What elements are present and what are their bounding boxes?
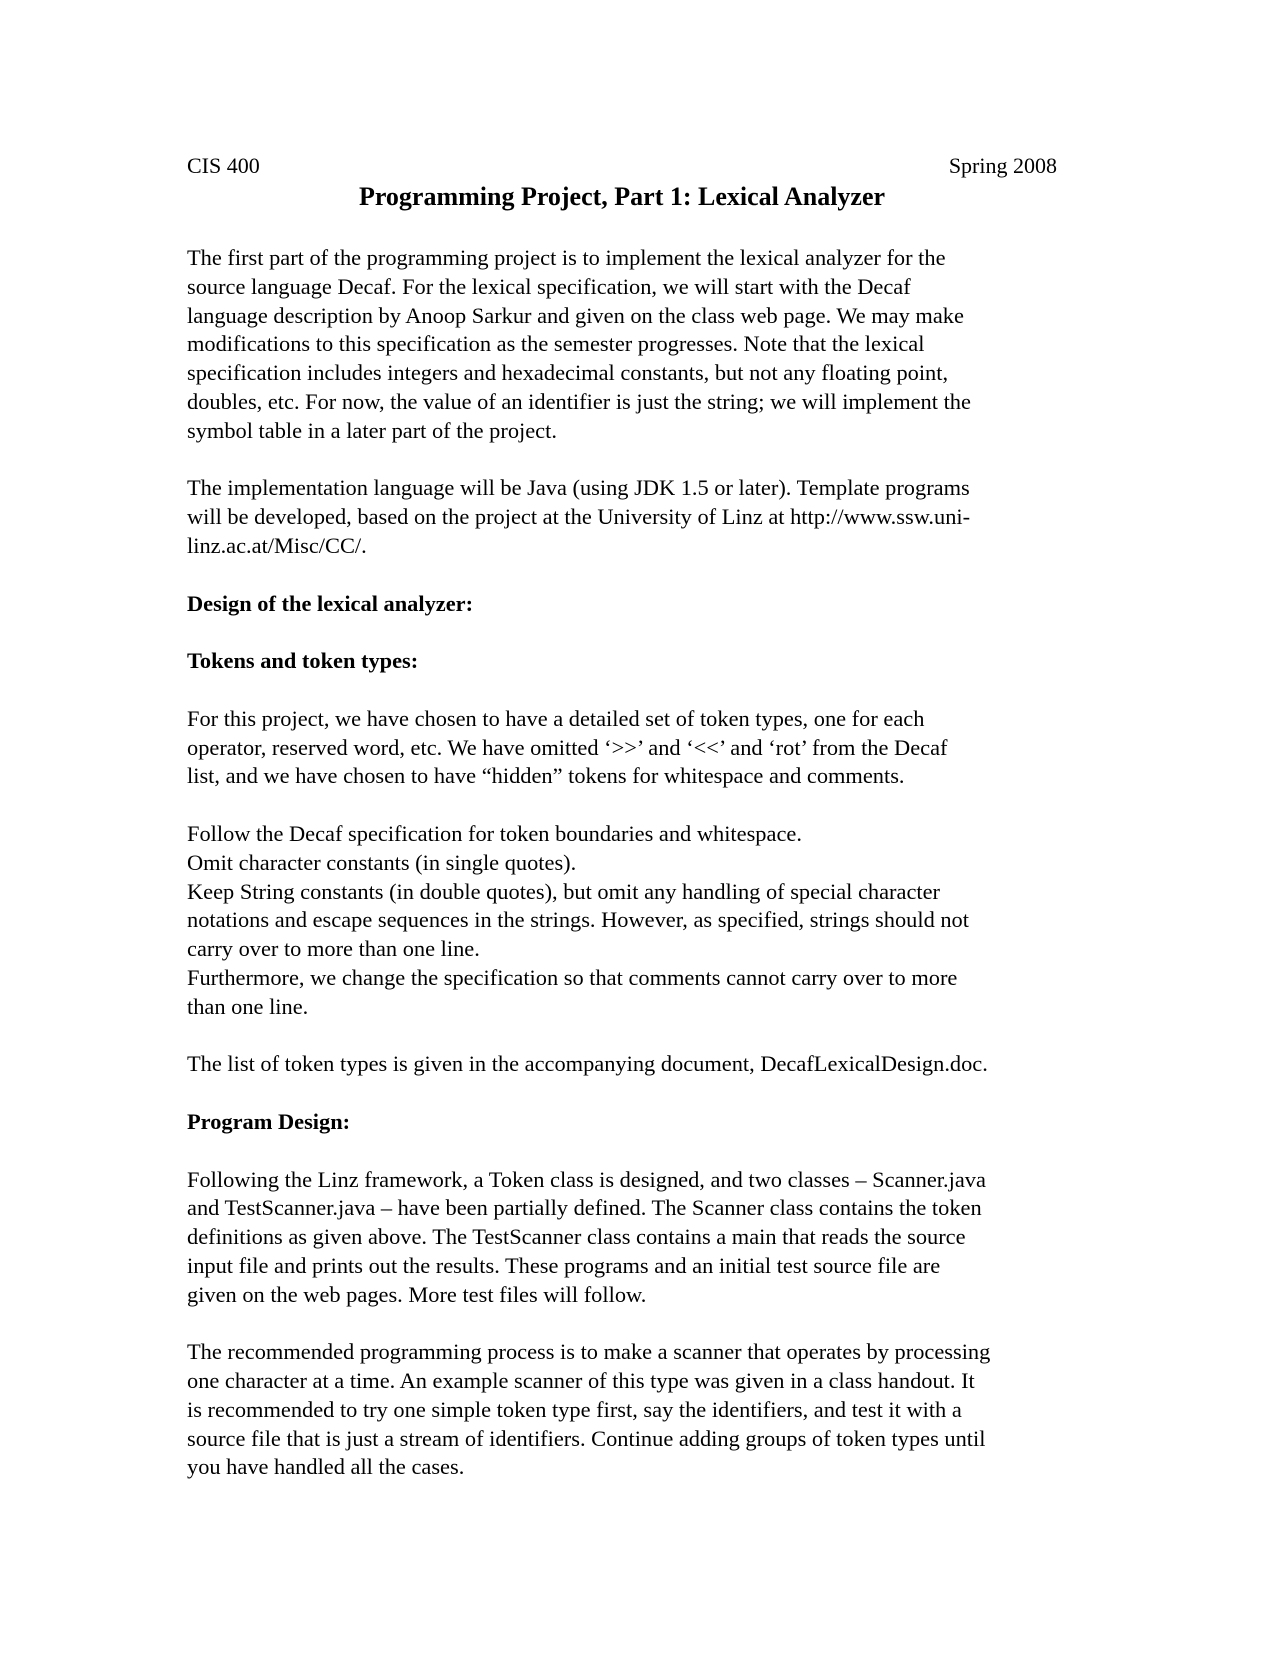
program-design-heading: Program Design: (187, 1108, 351, 1134)
implementation-paragraph: The implementation language will be Java (using JDK 1.5 or later). Template programs will be developed, based on the project at the University of Linz at http://www.ssw.uni- linz.ac.at/Misc/CC/. (187, 475, 971, 558)
tokens-heading: Tokens and token types: (187, 648, 419, 674)
specification-paragraph: Follow the Decaf specification for token boundaries and whitespace. Omit character constants (in single quotes). Keep String constants (in double quotes), but omit any handling of special character notations and escape sequences in the strings. However, as specified, strings should not carry over to more than one line. Furthermore, we change the specification so that comments cannot carry over to more than one line. (187, 820, 969, 1019)
token-list-paragraph: The list of token types is given in the accompanying document, DecafLexicalDesign.doc. (187, 1051, 988, 1077)
token-types-paragraph: For this project, we have chosen to have a detailed set of token types, one for each operator, reserved word, etc. We have omitted ‘>>’ and ‘<<’ and ‘rot’ from the Decaf list, and we have chosen to have “hidden” tokens for whitespace and comments. (187, 705, 948, 789)
document-header (187, 152, 1057, 180)
design-heading: Design of the lexical analyzer: (187, 590, 474, 616)
term-label: Spring 2008 (948, 153, 1057, 178)
document-page (187, 152, 1087, 1482)
process-paragraph: The recommended programming process is to make a scanner that operates by processing one character at a time. An example scanner of this type was given in a class handout. It is recommended to try one simple token type first, say the identifiers, and test it with a source file that is just a stream of identifiers. Continue adding groups of token types until you have handled all the cases. (187, 1339, 991, 1480)
course-label: CIS 400 (187, 153, 260, 178)
document-title: Programming Project, Part 1: Lexical Analyzer (358, 182, 886, 211)
intro-paragraph: The first part of the programming project is to implement the lexical analyzer for the source language Decaf. For the lexical specification, we will start with the Decaf language description by Anoop Sarkur and given on the class web page. We may make modifications to this specification as the semester progresses. Note that the lexical specification includes integers and hexadecimal constants, but not any floating point, doubles, etc. For now, the value of an identifier is just the string; we will implement the symbol table in a later part of the project. (187, 245, 971, 443)
framework-paragraph: Following the Linz framework, a Token class is designed, and two classes – Scanner.java and TestScanner.java – have been partially defined. The Scanner class contains the token definitions as given above. The TestScanner class contains a main that reads the source input file and prints out the results. These programs and an initial test source file are given on the web pages. More test files will follow. (187, 1166, 986, 1307)
